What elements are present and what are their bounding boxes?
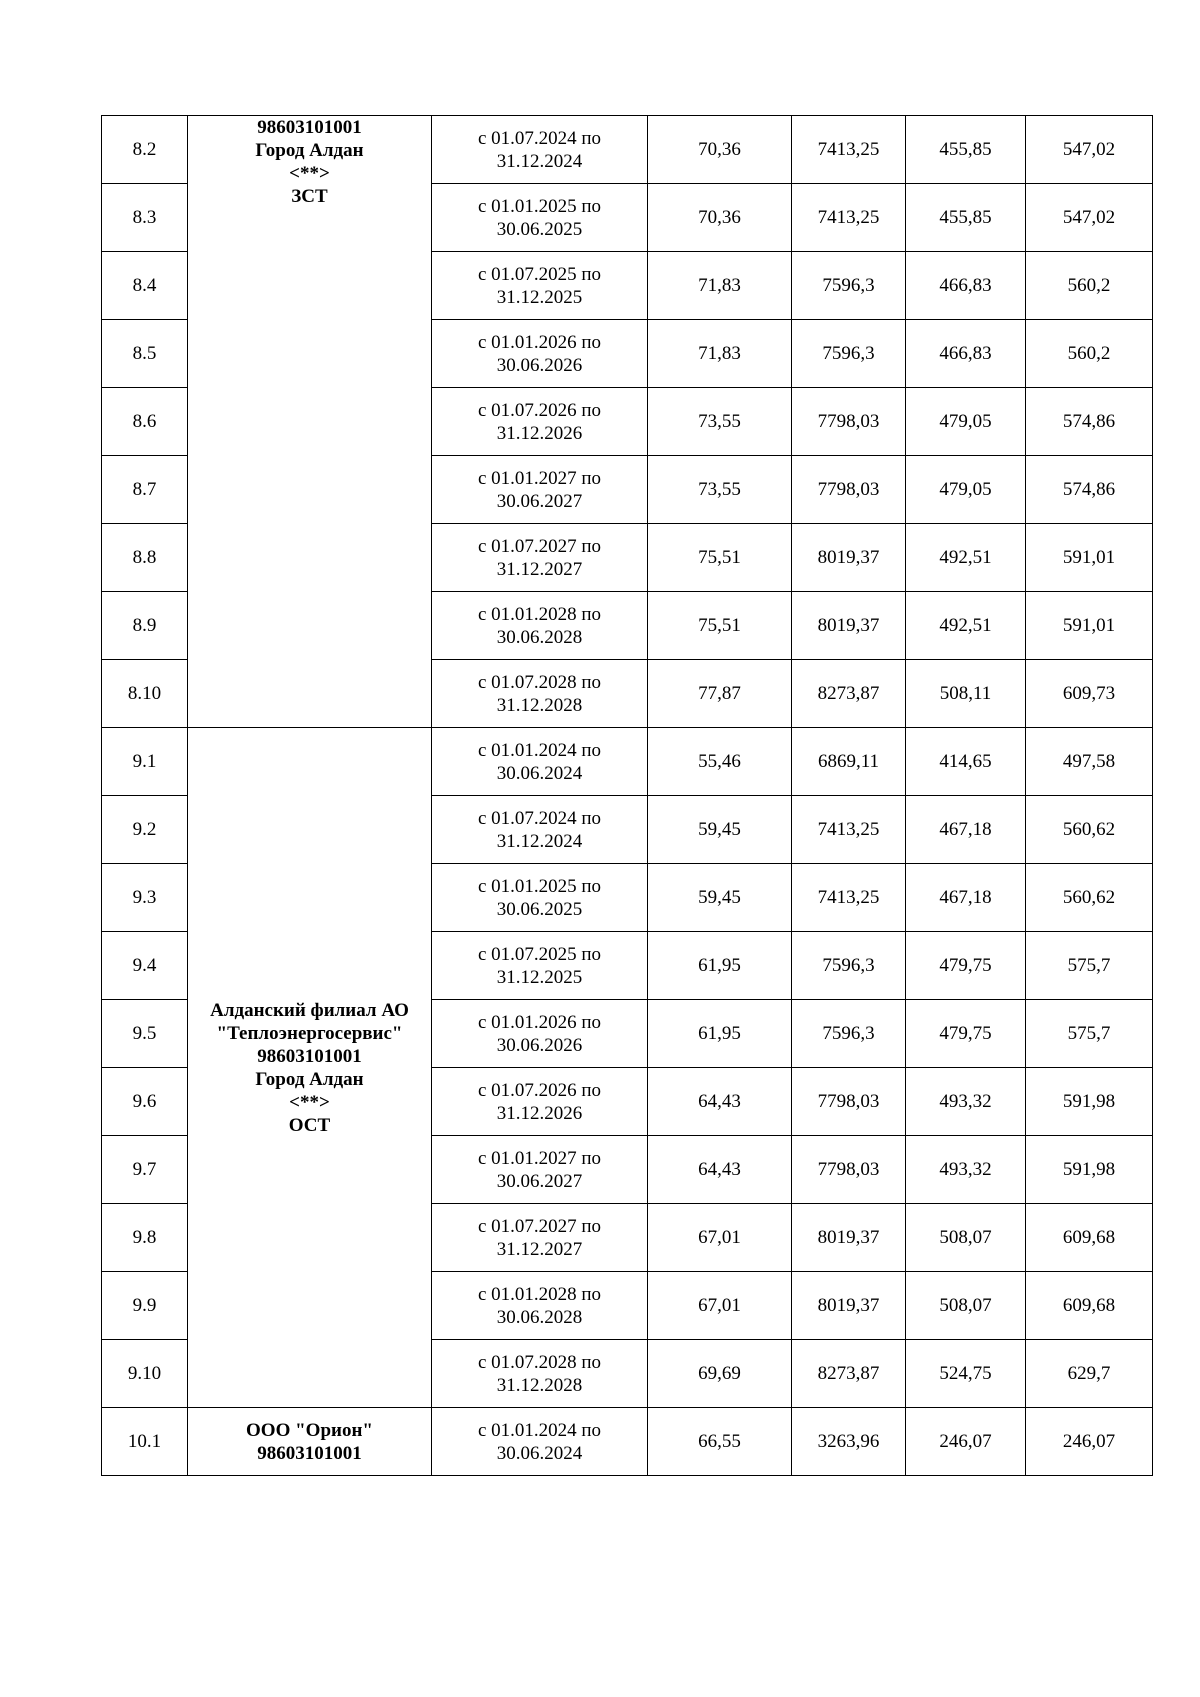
value-cell-3: 466,83 — [906, 252, 1026, 320]
period-line: с 01.07.2026 по — [477, 1079, 602, 1101]
value-cell-2: 8273,87 — [792, 660, 906, 728]
value-cell-3: 479,05 — [906, 388, 1026, 456]
period-line: 31.12.2027 — [496, 558, 583, 580]
period-line: 30.06.2026 — [496, 354, 583, 376]
value-cell-1: 59,45 — [648, 796, 792, 864]
period-line: с 01.01.2028 по — [477, 603, 602, 625]
organization-line: 98603101001 — [257, 117, 362, 138]
value-cell-3: 492,51 — [906, 524, 1026, 592]
value-cell-2: 7596,3 — [792, 320, 906, 388]
row-number-cell: 8.3 — [102, 184, 188, 252]
value-cell-1: 73,55 — [648, 388, 792, 456]
organization-cell — [188, 116, 432, 728]
value-cell-1: 71,83 — [648, 252, 792, 320]
period-line: 30.06.2024 — [496, 1442, 583, 1464]
value-cell-3: 493,32 — [906, 1136, 1026, 1204]
period-line: 31.12.2026 — [496, 422, 583, 444]
period-line: 31.12.2028 — [496, 694, 583, 716]
value-cell-1: 61,95 — [648, 1000, 792, 1068]
period-cell — [432, 1136, 648, 1204]
value-cell-3: 508,07 — [906, 1204, 1026, 1272]
period-line: с 01.01.2026 по — [477, 1011, 602, 1033]
period-line: 30.06.2028 — [496, 1306, 583, 1328]
value-cell-4: 574,86 — [1026, 456, 1153, 524]
organization-line: <**> — [289, 1091, 330, 1113]
organization-line: ОСТ — [288, 1114, 331, 1136]
value-cell-4: 560,2 — [1026, 320, 1153, 388]
row-number-cell: 8.7 — [102, 456, 188, 524]
value-cell-4: 560,62 — [1026, 796, 1153, 864]
period-cell — [432, 1068, 648, 1136]
period-line: с 01.01.2028 по — [477, 1283, 602, 1305]
period-cell — [432, 524, 648, 592]
row-number-cell: 9.10 — [102, 1340, 188, 1408]
value-cell-4: 609,68 — [1026, 1204, 1153, 1272]
row-number-cell: 9.7 — [102, 1136, 188, 1204]
value-cell-3: 479,75 — [906, 932, 1026, 1000]
value-cell-4: 609,73 — [1026, 660, 1153, 728]
tariff-table — [101, 115, 1153, 1476]
row-number-cell: 8.8 — [102, 524, 188, 592]
value-cell-1: 73,55 — [648, 456, 792, 524]
value-cell-3: 467,18 — [906, 864, 1026, 932]
value-cell-3: 524,75 — [906, 1340, 1026, 1408]
organization-line: Алданский филиал АО — [210, 999, 409, 1021]
value-cell-2: 3263,96 — [792, 1408, 906, 1476]
value-cell-3: 467,18 — [906, 796, 1026, 864]
period-line: с 01.07.2025 по — [477, 943, 602, 965]
period-line: с 01.01.2025 по — [477, 195, 602, 217]
value-cell-1: 75,51 — [648, 592, 792, 660]
value-cell-4: 591,98 — [1026, 1068, 1153, 1136]
row-number-cell: 9.6 — [102, 1068, 188, 1136]
period-line: с 01.01.2027 по — [477, 467, 602, 489]
value-cell-2: 7413,25 — [792, 864, 906, 932]
period-line: с 01.07.2025 по — [477, 263, 602, 285]
row-number-cell: 10.1 — [102, 1408, 188, 1476]
period-cell — [432, 728, 648, 796]
value-cell-1: 59,45 — [648, 864, 792, 932]
period-line: 30.06.2027 — [496, 1170, 583, 1192]
value-cell-1: 55,46 — [648, 728, 792, 796]
period-line: с 01.07.2024 по — [477, 807, 602, 829]
value-cell-4: 560,2 — [1026, 252, 1153, 320]
value-cell-3: 466,83 — [906, 320, 1026, 388]
period-cell — [432, 1272, 648, 1340]
value-cell-2: 8273,87 — [792, 1340, 906, 1408]
organization-line: Город Алдан — [255, 140, 364, 161]
value-cell-4: 575,7 — [1026, 932, 1153, 1000]
value-cell-2: 6869,11 — [792, 728, 906, 796]
period-line: с 01.01.2026 по — [477, 331, 602, 353]
period-cell — [432, 592, 648, 660]
period-line: с 01.01.2025 по — [477, 875, 602, 897]
period-cell — [432, 932, 648, 1000]
value-cell-3: 455,85 — [906, 116, 1026, 184]
value-cell-2: 8019,37 — [792, 1204, 906, 1272]
value-cell-4: 547,02 — [1026, 116, 1153, 184]
table-row — [102, 1408, 1153, 1476]
period-line: 31.12.2028 — [496, 1374, 583, 1396]
period-line: 30.06.2026 — [496, 1034, 583, 1056]
period-cell — [432, 388, 648, 456]
value-cell-2: 8019,37 — [792, 1272, 906, 1340]
value-cell-4: 246,07 — [1026, 1408, 1153, 1476]
period-line: 30.06.2024 — [496, 762, 583, 784]
value-cell-2: 7798,03 — [792, 456, 906, 524]
value-cell-2: 7596,3 — [792, 1000, 906, 1068]
value-cell-1: 71,83 — [648, 320, 792, 388]
row-number-cell: 9.4 — [102, 932, 188, 1000]
organization-line: ЗСТ — [291, 186, 328, 207]
period-line: с 01.07.2027 по — [477, 1215, 602, 1237]
value-cell-3: 455,85 — [906, 184, 1026, 252]
period-cell — [432, 1408, 648, 1476]
value-cell-1: 66,55 — [648, 1408, 792, 1476]
value-cell-4: 547,02 — [1026, 184, 1153, 252]
value-cell-2: 7798,03 — [792, 388, 906, 456]
period-line: с 01.01.2024 по — [477, 739, 602, 761]
value-cell-4: 497,58 — [1026, 728, 1153, 796]
value-cell-1: 75,51 — [648, 524, 792, 592]
value-cell-4: 591,01 — [1026, 524, 1153, 592]
period-cell — [432, 1000, 648, 1068]
period-line: 31.12.2024 — [496, 830, 583, 852]
period-line: 31.12.2027 — [496, 1238, 583, 1260]
period-line: с 01.01.2024 по — [477, 1419, 602, 1441]
value-cell-2: 7413,25 — [792, 796, 906, 864]
value-cell-3: 479,75 — [906, 1000, 1026, 1068]
period-cell — [432, 1204, 648, 1272]
period-line: 30.06.2025 — [496, 218, 583, 240]
value-cell-2: 7413,25 — [792, 184, 906, 252]
table-row — [102, 728, 1153, 796]
organization-line: Город Алдан — [255, 1068, 364, 1090]
value-cell-1: 64,43 — [648, 1068, 792, 1136]
period-line: 31.12.2025 — [496, 286, 583, 308]
value-cell-1: 70,36 — [648, 116, 792, 184]
value-cell-1: 70,36 — [648, 184, 792, 252]
value-cell-1: 69,69 — [648, 1340, 792, 1408]
table-row — [102, 116, 1153, 184]
value-cell-3: 479,05 — [906, 456, 1026, 524]
period-line: 31.12.2025 — [496, 966, 583, 988]
value-cell-3: 414,65 — [906, 728, 1026, 796]
row-number-cell: 9.5 — [102, 1000, 188, 1068]
row-number-cell: 9.3 — [102, 864, 188, 932]
value-cell-1: 77,87 — [648, 660, 792, 728]
period-line: с 01.07.2027 по — [477, 535, 602, 557]
period-line: 31.12.2026 — [496, 1102, 583, 1124]
period-line: 30.06.2025 — [496, 898, 583, 920]
period-line: 30.06.2027 — [496, 490, 583, 512]
value-cell-2: 8019,37 — [792, 592, 906, 660]
organization-cell — [188, 1408, 432, 1476]
row-number-cell: 8.2 — [102, 116, 188, 184]
period-line: с 01.07.2028 по — [477, 1351, 602, 1373]
period-cell — [432, 320, 648, 388]
period-cell — [432, 1340, 648, 1408]
value-cell-4: 574,86 — [1026, 388, 1153, 456]
organization-line: "Теплоэнергосервис" — [216, 1022, 403, 1044]
value-cell-1: 61,95 — [648, 932, 792, 1000]
value-cell-3: 508,07 — [906, 1272, 1026, 1340]
value-cell-1: 64,43 — [648, 1136, 792, 1204]
period-cell — [432, 456, 648, 524]
period-cell — [432, 796, 648, 864]
row-number-cell: 9.8 — [102, 1204, 188, 1272]
period-line: с 01.07.2024 по — [477, 127, 602, 149]
value-cell-3: 492,51 — [906, 592, 1026, 660]
row-number-cell: 9.1 — [102, 728, 188, 796]
value-cell-4: 560,62 — [1026, 864, 1153, 932]
value-cell-2: 8019,37 — [792, 524, 906, 592]
row-number-cell: 9.2 — [102, 796, 188, 864]
period-line: с 01.07.2028 по — [477, 671, 602, 693]
value-cell-4: 629,7 — [1026, 1340, 1153, 1408]
tariff-table-body — [102, 116, 1153, 1476]
value-cell-4: 591,01 — [1026, 592, 1153, 660]
value-cell-4: 575,7 — [1026, 1000, 1153, 1068]
value-cell-3: 508,11 — [906, 660, 1026, 728]
period-cell — [432, 116, 648, 184]
value-cell-2: 7413,25 — [792, 116, 906, 184]
period-line: с 01.07.2026 по — [477, 399, 602, 421]
value-cell-3: 246,07 — [906, 1408, 1026, 1476]
period-cell — [432, 184, 648, 252]
row-number-cell: 9.9 — [102, 1272, 188, 1340]
organization-line: <**> — [289, 163, 330, 184]
value-cell-2: 7596,3 — [792, 252, 906, 320]
organization-line: ООО "Орион" — [246, 1419, 373, 1441]
organization-line: 98603101001 — [257, 1442, 362, 1464]
value-cell-2: 7798,03 — [792, 1136, 906, 1204]
organization-line: 98603101001 — [257, 1045, 362, 1067]
row-number-cell: 8.5 — [102, 320, 188, 388]
period-cell — [432, 660, 648, 728]
row-number-cell: 8.4 — [102, 252, 188, 320]
row-number-cell: 8.9 — [102, 592, 188, 660]
value-cell-1: 67,01 — [648, 1272, 792, 1340]
period-cell — [432, 864, 648, 932]
period-line: 31.12.2024 — [496, 150, 583, 172]
row-number-cell: 8.10 — [102, 660, 188, 728]
value-cell-3: 493,32 — [906, 1068, 1026, 1136]
period-line: 30.06.2028 — [496, 626, 583, 648]
value-cell-2: 7798,03 — [792, 1068, 906, 1136]
value-cell-1: 67,01 — [648, 1204, 792, 1272]
value-cell-4: 609,68 — [1026, 1272, 1153, 1340]
period-cell — [432, 252, 648, 320]
value-cell-4: 591,98 — [1026, 1136, 1153, 1204]
row-number-cell: 8.6 — [102, 388, 188, 456]
organization-cell — [188, 728, 432, 1408]
period-line: с 01.01.2027 по — [477, 1147, 602, 1169]
value-cell-2: 7596,3 — [792, 932, 906, 1000]
